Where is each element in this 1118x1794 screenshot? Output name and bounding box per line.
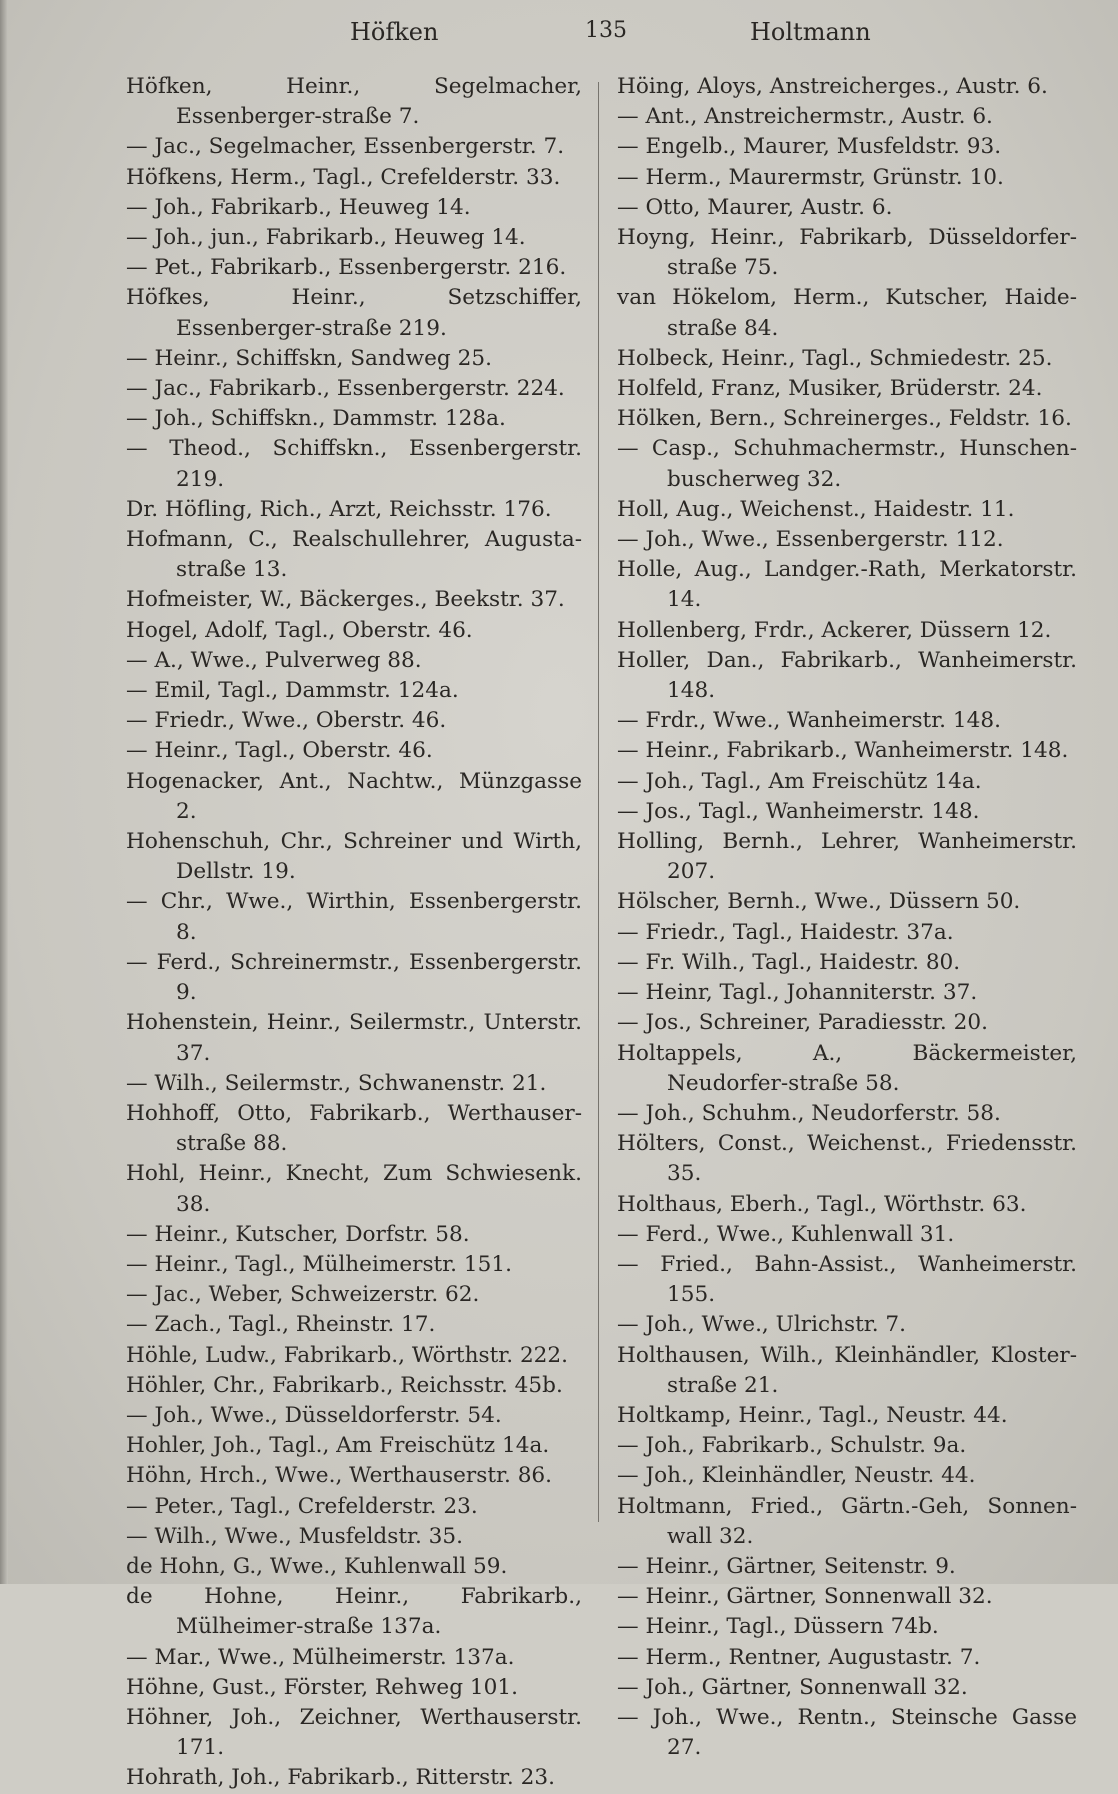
directory-entry: — Heinr., Tagl., Mülheimerstr. 151. <box>126 1251 512 1277</box>
directory-entry: Holthaus, Eberh., Tagl., Wörthstr. 63. <box>617 1191 1027 1217</box>
directory-entry: de Hohne, Heinr., Fabrikarb., Mülheimer-straße 137a. <box>126 1584 582 1640</box>
directory-entry: — Peter., Tagl., Crefelderstr. 23. <box>126 1493 478 1519</box>
directory-entry: — Joh., Fabrikarb., Heuweg 14. <box>126 194 471 220</box>
directory-entry: — Zach., Tagl., Rheinstr. 17. <box>126 1312 436 1338</box>
directory-entry: Hohrath, Joh., Fabrikarb., Ritterstr. 23. <box>126 1765 555 1791</box>
directory-entry: — Emil, Tagl., Dammstr. 124a. <box>126 678 459 704</box>
directory-entry: — Jac., Fabrikarb., Essenbergerstr. 224. <box>126 376 565 402</box>
directory-entry: Holtappels, A., Bäckermeister, Neudorfer-straße 58. <box>617 1040 1077 1096</box>
column-divider <box>598 82 599 1522</box>
directory-entry: Höfkens, Herm., Tagl., Crefelderstr. 33. <box>126 164 561 190</box>
directory-entry: — Mar., Wwe., Mülheimerstr. 137a. <box>126 1644 515 1670</box>
directory-entry: — Chr., Wwe., Wirthin, Essenbergerstr. 8. <box>126 889 582 945</box>
directory-entry: — Ferd., Schreinermstr., Essenbergerstr. 9. <box>126 949 582 1006</box>
directory-entry: — Frdr., Wwe., Wanheimerstr. 148. <box>617 708 1001 734</box>
directory-entry: Höfkes, Heinr., Setzschiffer, Essenberger-straße 219. <box>126 285 582 341</box>
directory-entry: — Heinr, Tagl., Johanniterstr. 37. <box>617 980 978 1006</box>
directory-entry: — Ferd., Wwe., Kuhlenwall 31. <box>617 1221 955 1247</box>
directory-entry: — Heinr., Gärtner, Seitenstr. 9. <box>617 1553 956 1579</box>
directory-entry: — Herm., Rentner, Augustastr. 7. <box>617 1644 981 1670</box>
directory-entry: Holler, Dan., Fabrikarb., Wanheimerstr. 148. <box>617 647 1077 704</box>
directory-entry: Höing, Aloys, Anstreicherges., Austr. 6. <box>617 74 1048 99</box>
directory-entry: — Heinr., Tagl., Oberstr. 46. <box>126 738 433 764</box>
directory-entry: Hofmeister, W., Bäckerges., Beekstr. 37. <box>126 587 565 613</box>
directory-entry: Hohhoff, Otto, Fabrikarb., Werthauser-straße 88. <box>126 1100 582 1157</box>
directory-entry: — A., Wwe., Pulverweg 88. <box>126 647 422 673</box>
directory-entry: de Hohn, G., Wwe., Kuhlenwall 59. <box>126 1553 508 1579</box>
directory-entry: Höhle, Ludw., Fabrikarb., Wörthstr. 222. <box>126 1342 569 1368</box>
directory-entry: — Otto, Maurer, Austr. 6. <box>617 194 893 220</box>
directory-entry: Holl, Aug., Weichenst., Haidestr. 11. <box>617 496 1015 522</box>
directory-entry: — Joh., Wwe., Rentn., Steinsche Gasse 27. <box>617 1704 1077 1761</box>
directory-entry: Hollenberg, Frdr., Ackerer, Düssern 12. <box>617 617 1052 643</box>
directory-entry: Holle, Aug., Landger.-Rath, Merkatorstr. 14. <box>617 557 1077 613</box>
directory-entry: — Heinr., Schiffskn, Sandweg 25. <box>126 345 492 371</box>
directory-entry: — Jos., Tagl., Wanheimerstr. 148. <box>617 798 980 824</box>
directory-entry: — Heinr., Fabrikarb., Wanheimerstr. 148. <box>617 738 1069 764</box>
header-last-entry: Holtmann <box>750 18 871 46</box>
directory-entry: Holtkamp, Heinr., Tagl., Neustr. 44. <box>617 1402 1008 1428</box>
directory-entry: — Joh., Schuhm., Neudorferstr. 58. <box>617 1100 1001 1126</box>
directory-entry: — Engelb., Maurer, Musfeldstr. 93. <box>617 134 1002 160</box>
directory-entry: — Ant., Anstreichermstr., Austr. 6. <box>617 104 993 130</box>
directory-entry: Hölscher, Bernh., Wwe., Düssern 50. <box>617 889 1021 915</box>
directory-entry: van Hökelom, Herm., Kutscher, Haide-straße 84. <box>617 285 1077 341</box>
running-header <box>110 14 1070 54</box>
directory-entry: Dr. Höfling, Rich., Arzt, Reichsstr. 176. <box>126 496 552 522</box>
directory-entry: Hogel, Adolf, Tagl., Oberstr. 46. <box>126 617 473 643</box>
directory-entry: — Pet., Fabrikarb., Essenbergerstr. 216. <box>126 255 567 281</box>
directory-entry: Höfken, Heinr., Segelmacher, Essenberger-straße 7. <box>126 74 582 130</box>
directory-entry: — Herm., Maurermstr, Grünstr. 10. <box>617 164 1004 190</box>
directory-entry: — Jac., Segelmacher, Essenbergerstr. 7. <box>126 134 565 160</box>
directory-entry: — Fried., Bahn-Assist., Wanheimerstr. 155. <box>617 1251 1077 1308</box>
directory-entry: — Joh., Wwe., Düsseldorferstr. 54. <box>126 1402 502 1428</box>
directory-entry: — Jac., Weber, Schweizerstr. 62. <box>126 1282 480 1308</box>
directory-entry: Holthausen, Wilh., Kleinhändler, Kloster-straße 21. <box>617 1342 1077 1398</box>
directory-entry: — Heinr., Tagl., Düssern 74b. <box>617 1614 939 1640</box>
directory-entry: Höhler, Chr., Fabrikarb., Reichsstr. 45b. <box>126 1372 563 1398</box>
directory-entry: — Theod., Schiffskn., Essenbergerstr. 219. <box>126 436 582 492</box>
directory-entry: — Heinr., Kutscher, Dorfstr. 58. <box>126 1221 470 1247</box>
directory-entry: — Friedr., Wwe., Oberstr. 46. <box>126 708 447 734</box>
directory-entry: Hölken, Bern., Schreinerges., Feldstr. 16. <box>617 406 1072 432</box>
directory-entry: Holfeld, Franz, Musiker, Brüderstr. 24. <box>617 376 1043 402</box>
directory-entry: Hölters, Const., Weichenst., Friedensstr. 35. <box>617 1131 1077 1187</box>
directory-entry: — Casp., Schuhmachermstr., Hunschen-buscherweg 32. <box>617 436 1077 492</box>
directory-entry: — Heinr., Gärtner, Sonnenwall 32. <box>617 1584 993 1610</box>
directory-entry: — Joh., jun., Fabrikarb., Heuweg 14. <box>126 225 526 251</box>
directory-entry: — Joh., Gärtner, Sonnenwall 32. <box>617 1674 968 1700</box>
page-binding-edge <box>0 0 8 1584</box>
directory-entry: — Joh., Schiffskn., Dammstr. 128a. <box>126 406 506 432</box>
directory-entry: Hohenschuh, Chr., Schreiner und Wirth, Dellstr. 19. <box>126 829 582 885</box>
directory-entry: Hogenacker, Ant., Nachtw., Münzgasse 2. <box>126 768 582 824</box>
directory-entry: Höhner, Joh., Zeichner, Werthauserstr. 171. <box>126 1704 582 1761</box>
directory-entry: — Joh., Wwe., Ulrichstr. 7. <box>617 1312 907 1338</box>
header-first-entry: Höfken <box>350 18 439 46</box>
directory-entry: — Joh., Fabrikarb., Schulstr. 9a. <box>617 1433 967 1459</box>
right-column <box>617 72 1077 1763</box>
directory-entry: Hohenstein, Heinr., Seilermstr., Unterstr. 37. <box>126 1010 582 1066</box>
page-number: 135 <box>585 18 627 43</box>
directory-entry: — Fr. Wilh., Tagl., Haidestr. 80. <box>617 949 961 975</box>
directory-entry: — Wilh., Seilermstr., Schwanenstr. 21. <box>126 1070 547 1096</box>
directory-entry: — Wilh., Wwe., Musfeldstr. 35. <box>126 1523 464 1549</box>
directory-entry: — Joh., Kleinhändler, Neustr. 44. <box>617 1463 976 1489</box>
directory-entry: Holbeck, Heinr., Tagl., Schmiedestr. 25. <box>617 345 1053 371</box>
directory-entry: — Jos., Schreiner, Paradiesstr. 20. <box>617 1010 988 1036</box>
directory-entry: Höhne, Gust., Förster, Rehweg 101. <box>126 1674 518 1700</box>
directory-entry: Holtmann, Fried., Gärtn.-Geh, Sonnen-wall 32. <box>617 1493 1077 1549</box>
directory-entry: Holling, Bernh., Lehrer, Wanheimerstr. 207. <box>617 829 1077 885</box>
directory-entry: Höhn, Hrch., Wwe., Werthauserstr. 86. <box>126 1463 553 1489</box>
directory-entry: — Joh., Wwe., Essenbergerstr. 112. <box>617 527 1004 553</box>
directory-entry: — Joh., Tagl., Am Freischütz 14a. <box>617 768 982 794</box>
directory-entry: Hofmann, C., Realschullehrer, Augusta-straße 13. <box>126 527 582 583</box>
directory-entry: — Friedr., Tagl., Haidestr. 37a. <box>617 919 954 945</box>
directory-entry: Hohl, Heinr., Knecht, Zum Schwiesenk. 38. <box>126 1161 582 1217</box>
directory-entry: Hohler, Joh., Tagl., Am Freischütz 14a. <box>126 1433 550 1459</box>
left-column <box>126 72 582 1794</box>
directory-entry: Hoyng, Heinr., Fabrikarb, Düsseldorfer-straße 75. <box>617 225 1077 281</box>
